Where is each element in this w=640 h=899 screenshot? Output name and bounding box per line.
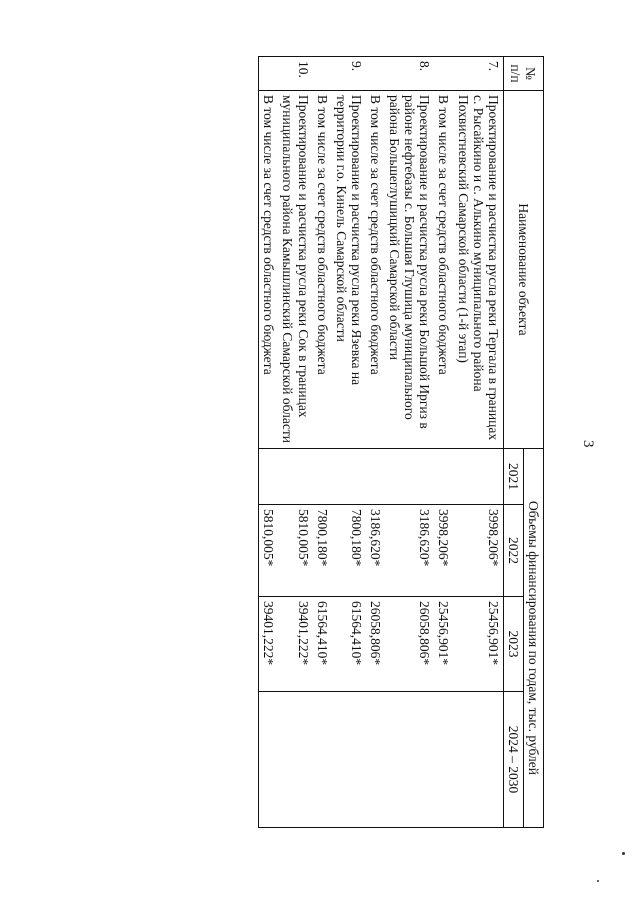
row-number bbox=[313, 57, 332, 91]
value-2022: 3186,620* bbox=[385, 505, 434, 597]
value-2022: 5810,005* bbox=[278, 505, 312, 597]
table-row bbox=[259, 57, 279, 828]
value-2022: 7800,180* bbox=[332, 505, 366, 597]
header-year-2023: 2023 bbox=[503, 597, 523, 692]
row-number bbox=[366, 57, 385, 91]
value-2024-2030 bbox=[385, 692, 434, 828]
table-row bbox=[332, 57, 366, 828]
value-2023: 26058,806* bbox=[366, 597, 385, 692]
value-2022: 5810,005* bbox=[259, 505, 279, 597]
object-name: Проектирование и расчистка русла реки Сок в границах муниципального района Камышлинский Самарской области bbox=[278, 91, 312, 449]
value-2021 bbox=[259, 449, 279, 505]
row-number: 7. bbox=[453, 57, 503, 91]
object-name: Проектирование и расчистка русла реки Язевка на территории г.о. Кинель Самарской области bbox=[332, 91, 366, 449]
row-number: 8. bbox=[385, 57, 434, 91]
value-2021 bbox=[313, 449, 332, 505]
row-number: 10. bbox=[278, 57, 312, 91]
value-2021 bbox=[453, 449, 503, 505]
value-2023: 39401,222* bbox=[259, 597, 279, 692]
table-row bbox=[278, 57, 312, 828]
funding-table bbox=[258, 56, 544, 828]
table-header bbox=[503, 57, 543, 828]
row-number: 9. bbox=[332, 57, 366, 91]
value-2023: 61564,410* bbox=[313, 597, 332, 692]
value-2023: 25456,901* bbox=[434, 597, 453, 692]
value-2022: 3998,206* bbox=[453, 505, 503, 597]
value-2022: 3998,206* bbox=[434, 505, 453, 597]
header-number: № п/п bbox=[503, 57, 543, 91]
value-2023: 25456,901* bbox=[453, 597, 503, 692]
scan-speck bbox=[597, 880, 599, 882]
value-2023: 26058,806* bbox=[385, 597, 434, 692]
row-number bbox=[259, 57, 279, 91]
scan-speck bbox=[622, 852, 625, 855]
value-2024-2030 bbox=[434, 692, 453, 828]
value-2023: 61564,410* bbox=[332, 597, 366, 692]
table-row bbox=[313, 57, 332, 828]
value-2021 bbox=[434, 449, 453, 505]
header-year-2024-2030: 2024 – 2030 bbox=[503, 692, 523, 828]
object-name: В том числе за счет средств областного бюджета bbox=[313, 91, 332, 449]
value-2021 bbox=[366, 449, 385, 505]
header-year-2021: 2021 bbox=[503, 449, 523, 505]
object-name: В том числе за счет средств областного бюджета bbox=[366, 91, 385, 449]
value-2024-2030 bbox=[453, 692, 503, 828]
object-name: Проектирование и расчистка русла реки Большой Иргиз в районе нефтебазы с. Большая Глушица муниципального района Большеглушицкий Самарской области bbox=[385, 91, 434, 449]
header-year-2022: 2022 bbox=[503, 505, 523, 597]
object-name: В том числе за счет средств областного бюджета bbox=[259, 91, 279, 449]
header-object-name: Наименование объекта bbox=[503, 91, 543, 449]
value-2021 bbox=[332, 449, 366, 505]
value-2022: 7800,180* bbox=[313, 505, 332, 597]
value-2024-2030 bbox=[332, 692, 366, 828]
value-2024-2030 bbox=[366, 692, 385, 828]
value-2024-2030 bbox=[313, 692, 332, 828]
value-2024-2030 bbox=[259, 692, 279, 828]
page-number: 3 bbox=[580, 440, 596, 448]
table-row bbox=[366, 57, 385, 828]
value-2022: 3186,620* bbox=[366, 505, 385, 597]
table-row bbox=[385, 57, 434, 828]
value-2024-2030 bbox=[278, 692, 312, 828]
value-2023: 39401,222* bbox=[278, 597, 312, 692]
table-row bbox=[453, 57, 503, 828]
header-funding-group: Объемы финансирования по годам, тыс. рублей bbox=[523, 449, 543, 828]
object-name: Проектирование и расчистка русла реки Тергала в границах с. Рысайкино и с. Алькино муниципального района Похвистневский Самарской области (1-й этап) bbox=[453, 91, 503, 449]
row-number bbox=[434, 57, 453, 91]
object-name: В том числе за счет средств областного бюджета bbox=[434, 91, 453, 449]
value-2021 bbox=[385, 449, 434, 505]
table-row bbox=[434, 57, 453, 828]
value-2021 bbox=[278, 449, 312, 505]
